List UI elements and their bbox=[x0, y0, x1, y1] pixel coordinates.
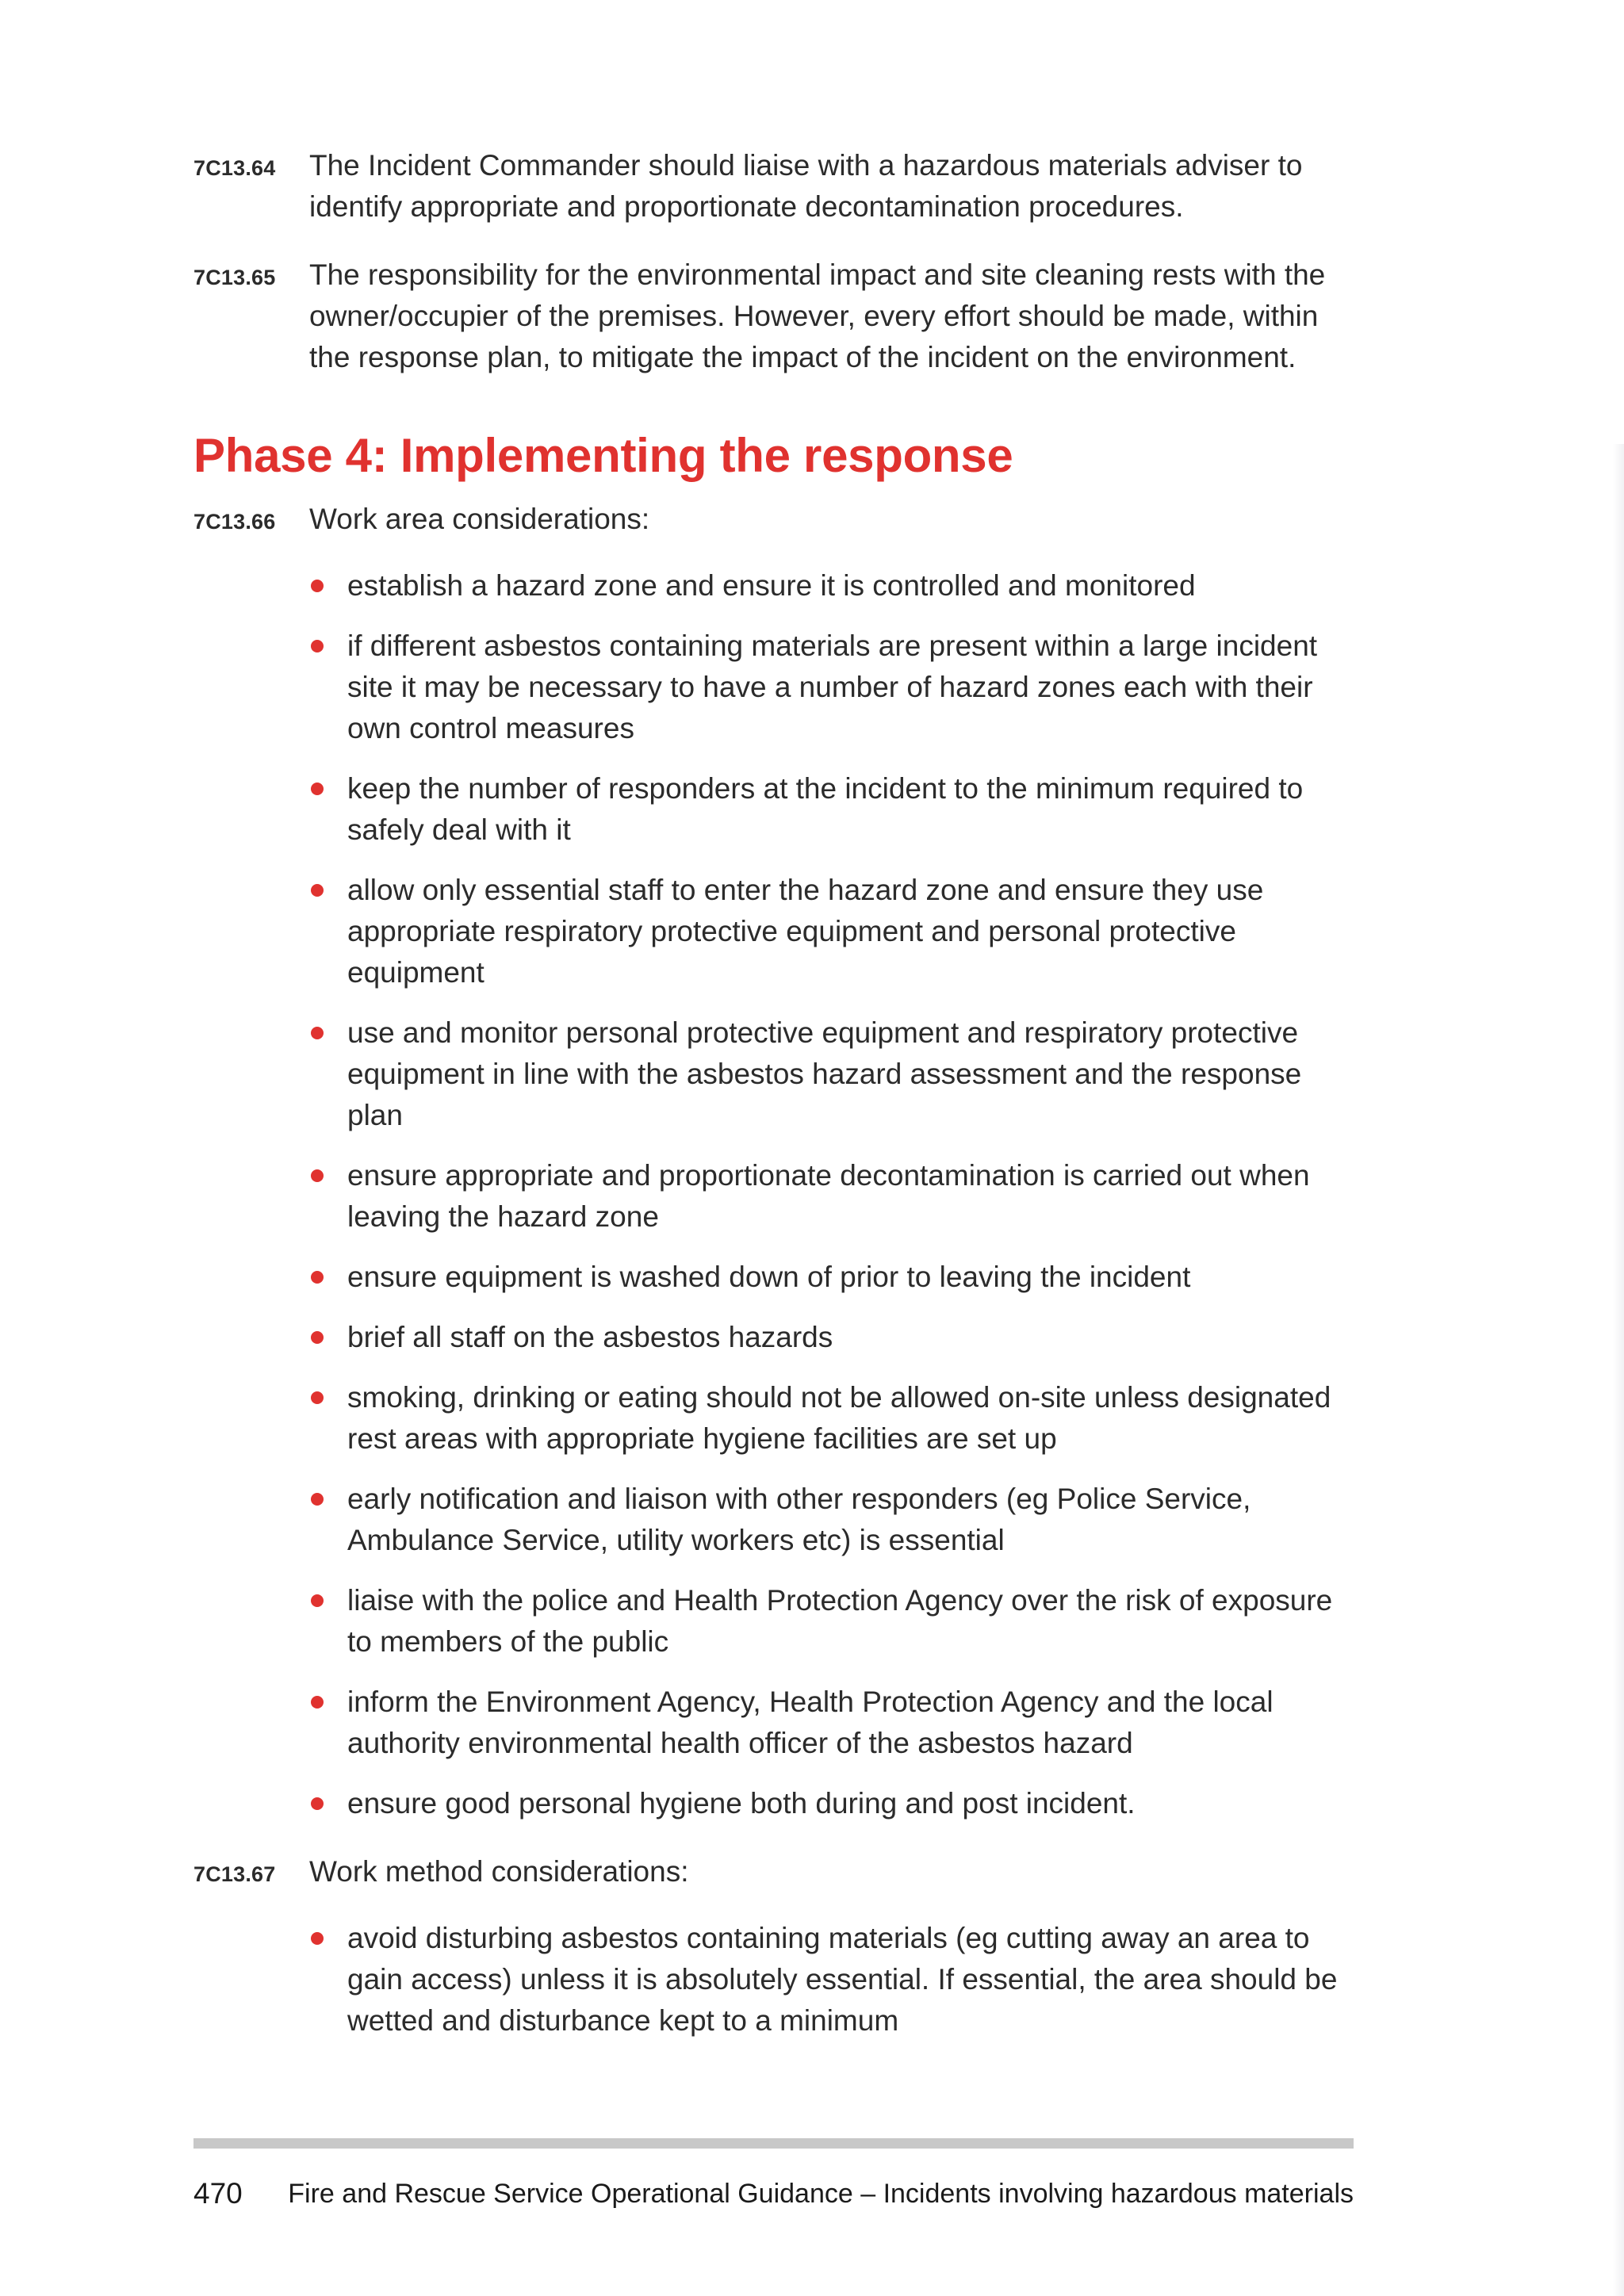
bullet-dot-icon bbox=[311, 783, 324, 795]
paragraph-7c13-67 bbox=[193, 1851, 1359, 1892]
list-item bbox=[347, 1918, 1359, 2042]
page-footer bbox=[193, 2174, 1354, 2214]
bullet-dot-icon bbox=[311, 1027, 324, 1039]
bullet-dot-icon bbox=[311, 1932, 324, 1945]
list-item-text: keep the number of responders at the incident to the minimum required to safely deal with it bbox=[347, 772, 1304, 846]
list-item bbox=[347, 870, 1359, 993]
list-item-text: ensure appropriate and proportionate decontamination is carried out when leaving the hazard zone bbox=[347, 1159, 1310, 1233]
list-item-text: liaise with the police and Health Protection Agency over the risk of exposure to members of the public bbox=[347, 1584, 1333, 1658]
list-item bbox=[347, 1580, 1359, 1663]
list-item bbox=[347, 1155, 1359, 1238]
paragraph-text: Work method considerations: bbox=[309, 1855, 689, 1888]
list-item-text: brief all staff on the asbestos hazards bbox=[347, 1321, 833, 1353]
list-item bbox=[347, 1377, 1359, 1460]
bullet-dot-icon bbox=[311, 1391, 324, 1404]
list-item-text: ensure good personal hygiene both during and post incident. bbox=[347, 1787, 1136, 1820]
bullet-dot-icon bbox=[311, 1493, 324, 1506]
footer-title: Fire and Rescue Service Operational Guidance – Incidents involving hazardous materials bbox=[288, 2179, 1354, 2209]
paragraph-number: 7C13.65 bbox=[193, 266, 276, 289]
document-body bbox=[193, 145, 1359, 2068]
work-area-list bbox=[193, 565, 1359, 1824]
list-item-text: use and monitor personal protective equipment and respiratory protective equipment in line with the asbestos hazard assessment and the response plan bbox=[347, 1016, 1302, 1131]
list-item bbox=[347, 768, 1359, 851]
paragraph-text: The Incident Commander should liaise with a hazardous materials adviser to identify appropriate and proportionate decontamination procedures. bbox=[309, 149, 1303, 223]
bullet-dot-icon bbox=[311, 1696, 324, 1709]
list-item bbox=[347, 626, 1359, 749]
list-item-text: ensure equipment is washed down of prior to leaving the incident bbox=[347, 1261, 1191, 1293]
list-item-text: avoid disturbing asbestos containing materials (eg cutting away an area to gain access) unless it is absolutely essential. If essential, the area should be wetted and disturbance kept to a minimum bbox=[347, 1922, 1338, 2037]
bullet-dot-icon bbox=[311, 580, 324, 592]
page-number: 470 bbox=[193, 2177, 243, 2210]
paragraph-text: The responsibility for the environmental impact and site cleaning rests with the owner/occupier of the premises. However, every effort should be made, within the response plan, to mitigate the impact of the incident on the environment. bbox=[309, 258, 1326, 373]
list-item-text: establish a hazard zone and ensure it is controlled and monitored bbox=[347, 569, 1196, 602]
list-item-text: smoking, drinking or eating should not be allowed on-site unless designated rest areas with appropriate hygiene facilities are set up bbox=[347, 1381, 1331, 1455]
section-heading: Phase 4: Implementing the response bbox=[193, 429, 1013, 482]
paragraph-7c13-65 bbox=[193, 254, 1359, 378]
bullet-dot-icon bbox=[311, 640, 324, 652]
list-item-text: allow only essential staff to enter the hazard zone and ensure they use appropriate respiratory protective equipment and personal protective equipment bbox=[347, 874, 1264, 989]
bullet-dot-icon bbox=[311, 1331, 324, 1344]
footer-divider bbox=[193, 2138, 1354, 2149]
bullet-dot-icon bbox=[311, 1797, 324, 1810]
list-item bbox=[347, 565, 1359, 607]
paragraph-number: 7C13.66 bbox=[193, 510, 276, 534]
list-item bbox=[347, 1479, 1359, 1561]
page-edge-shade bbox=[1613, 444, 1624, 2296]
paragraph-7c13-64 bbox=[193, 145, 1359, 228]
list-item bbox=[347, 1012, 1359, 1136]
list-item bbox=[347, 1257, 1359, 1298]
list-item-text: if different asbestos containing materials are present within a large incident site it may be necessary to have a number of hazard zones each with their own control measures bbox=[347, 629, 1318, 744]
list-item bbox=[347, 1783, 1359, 1824]
bullet-dot-icon bbox=[311, 1169, 324, 1182]
paragraph-number: 7C13.64 bbox=[193, 156, 276, 180]
bullet-dot-icon bbox=[311, 1594, 324, 1607]
work-method-list bbox=[193, 1918, 1359, 2042]
list-item-text: inform the Environment Agency, Health Protection Agency and the local authority environmental health officer of the asbestos hazard bbox=[347, 1686, 1274, 1759]
paragraph-text: Work area considerations: bbox=[309, 503, 650, 535]
bullet-dot-icon bbox=[311, 1271, 324, 1284]
bullet-dot-icon bbox=[311, 884, 324, 897]
list-item bbox=[347, 1682, 1359, 1764]
paragraph-number: 7C13.67 bbox=[193, 1862, 276, 1886]
paragraph-7c13-66 bbox=[193, 499, 1359, 540]
list-item bbox=[347, 1317, 1359, 1358]
list-item-text: early notification and liaison with other responders (eg Police Service, Ambulance Service, utility workers etc) is essential bbox=[347, 1483, 1251, 1556]
